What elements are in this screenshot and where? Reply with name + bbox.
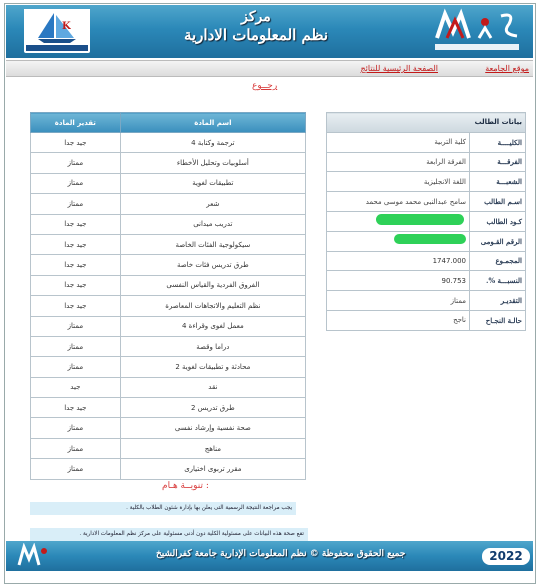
col-subject-name: اسم المادة xyxy=(120,113,305,133)
subject-row xyxy=(31,194,306,214)
student-row: اسـم الطالب سامح عبدالنبى محمد موسى محمد xyxy=(327,192,526,212)
student-row: الكليــــة كلية التربية xyxy=(327,132,526,152)
subject-name: محادثة و تطبيقات لغوية 2 xyxy=(120,357,305,377)
university-logo-caption xyxy=(26,45,88,51)
notice-title: تنويــة هـام : xyxy=(162,481,209,491)
subject-name: ترجمة وكتابة 4 xyxy=(120,133,305,153)
mis-logo xyxy=(427,8,527,54)
subject-grade: جيد جدا xyxy=(31,133,121,153)
student-row: حالـة النجـاح ناجح xyxy=(327,310,526,330)
sailboat-icon xyxy=(24,9,90,45)
subjects-table xyxy=(30,112,306,480)
subject-name: شعر xyxy=(120,194,305,214)
student-row: كـود الطالب xyxy=(327,211,526,231)
student-row: النسبـــة %. 90.753 xyxy=(327,271,526,291)
subject-row xyxy=(31,438,306,458)
notice-line-1: يجب مراجعة النتيجة الرسمية التى يعلن بها بإدارة شئون الطلاب بالكلية . xyxy=(30,502,296,515)
student-row: الفرقـــة الفرقة الرابعة xyxy=(327,152,526,172)
subject-name: نقد xyxy=(120,377,305,397)
subject-name: طرق تدريس 2 xyxy=(120,398,305,418)
subject-grade: جيد جدا xyxy=(31,275,121,295)
mis-logo-icon xyxy=(427,8,527,44)
subject-grade: جيد جدا xyxy=(31,234,121,254)
subject-row xyxy=(31,336,306,356)
center-title-line2: نظم المعلومات الادارية xyxy=(183,26,328,44)
subject-grade: جيد جدا xyxy=(31,255,121,275)
student-row: المجمـوع 1747.000 xyxy=(327,251,526,271)
subject-row xyxy=(31,357,306,377)
subject-name: نظم التعليم والاتجاهات المعاصرة xyxy=(120,296,305,316)
subject-row xyxy=(31,214,306,234)
subject-row xyxy=(31,275,306,295)
footer-banner xyxy=(6,541,533,571)
mis-footer-logo-icon xyxy=(16,543,50,569)
subject-row xyxy=(31,296,306,316)
header-banner xyxy=(6,5,533,58)
subject-name: مقرر تربوى اختيارى xyxy=(120,459,305,479)
notice-line-2: تقع صحة هذه البيانات على مسئولية الكلية دون أدنى مسئولية على مركز نظم المعلومات الادارية . xyxy=(30,528,308,541)
subject-row xyxy=(31,316,306,336)
subject-name: سيكولوجية الفئات الخاصة xyxy=(120,234,305,254)
subject-name: دراما وقصة xyxy=(120,336,305,356)
back-link[interactable]: رجــوع xyxy=(252,81,278,91)
subject-grade: ممتاز xyxy=(31,173,121,193)
subject-grade: ممتاز xyxy=(31,336,121,356)
svg-text:K: K xyxy=(62,21,71,32)
subject-grade: جيد جدا xyxy=(31,214,121,234)
center-title-line1: مركز xyxy=(241,9,271,25)
subject-row xyxy=(31,153,306,173)
subject-row xyxy=(31,133,306,153)
subject-name: معمل لغوى وقراءة 4 xyxy=(120,316,305,336)
subject-name: تطبيقات لغوية xyxy=(120,173,305,193)
mis-logo-caption xyxy=(435,44,519,50)
subject-name: أسلوبيات وتحليل الأخطاء xyxy=(120,153,305,173)
subject-grade: ممتاز xyxy=(31,438,121,458)
subject-name: تدريب ميدانى xyxy=(120,214,305,234)
subject-row xyxy=(31,398,306,418)
subject-row xyxy=(31,234,306,254)
footer-year: 2022 xyxy=(482,548,530,565)
student-info-header: بيانات الطالب xyxy=(327,113,526,133)
redaction-mark xyxy=(376,214,464,225)
subject-grade: جيد xyxy=(31,377,121,397)
col-subject-grade: تقدير المادة xyxy=(31,113,121,133)
redaction-mark xyxy=(394,234,466,244)
subject-grade: ممتاز xyxy=(31,194,121,214)
subject-name: صحة نفسية وإرشاد نفسى xyxy=(120,418,305,438)
subject-grade: ممتاز xyxy=(31,418,121,438)
subject-grade: ممتاز xyxy=(31,459,121,479)
subject-grade: جيد جدا xyxy=(31,296,121,316)
center-title xyxy=(184,9,328,45)
student-row: التقديـر ممتاز xyxy=(327,291,526,311)
subject-grade: جيد جدا xyxy=(31,398,121,418)
subject-grade: ممتاز xyxy=(31,153,121,173)
subject-row xyxy=(31,377,306,397)
student-row: الشعبـــة اللغة الانجليزية xyxy=(327,172,526,192)
results-home-link[interactable]: الصفحة الرئيسية للنتائج xyxy=(360,64,438,73)
student-row: الرقم القـومى xyxy=(327,231,526,251)
subject-row xyxy=(31,173,306,193)
subject-name: مناهج xyxy=(120,438,305,458)
subject-row xyxy=(31,255,306,275)
subject-row xyxy=(31,418,306,438)
subject-name: الفروق الفردية والقياس النفسى xyxy=(120,275,305,295)
subject-name: طرق تدريس فئات خاصة xyxy=(120,255,305,275)
subject-row xyxy=(31,459,306,479)
subject-grade: ممتاز xyxy=(31,357,121,377)
footer-copyright: جميع الحقوق محفوظة © نظم المعلومات الإدارية جامعة كفرالشيخ xyxy=(156,549,406,559)
university-site-link[interactable]: موقع الجامعة xyxy=(485,64,529,73)
university-logo xyxy=(24,9,90,53)
nav-bar xyxy=(6,60,533,77)
subject-grade: ممتاز xyxy=(31,316,121,336)
